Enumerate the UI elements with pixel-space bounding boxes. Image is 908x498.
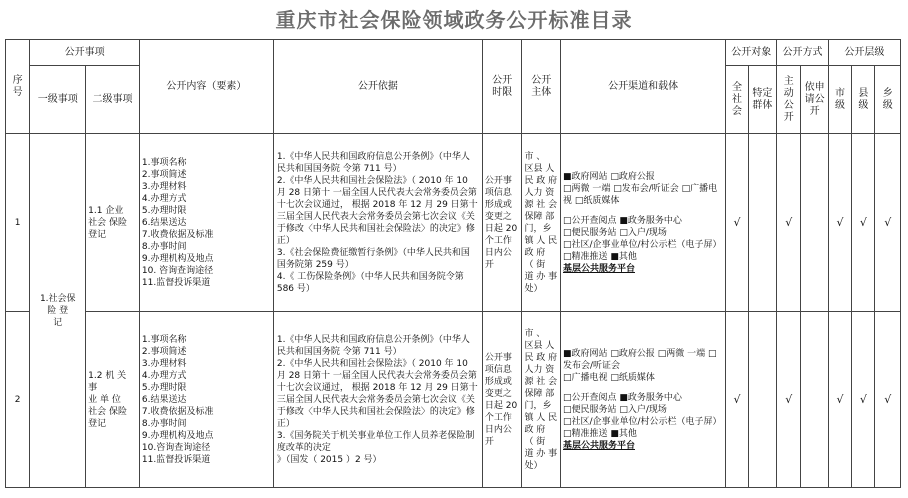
level-city-check: √ [828, 312, 851, 488]
channel-highlight: 基层公共服务平台 [562, 440, 635, 451]
method-request-header: 依申 请公 开 [801, 66, 828, 134]
subject-header: 公开 主体 [522, 40, 561, 134]
method-request-check [801, 134, 828, 312]
channel-line: □便民服务站 □入户/现场 [562, 227, 667, 238]
basis-text: 1.《中华人民共和国政府信息公开条例》（中华人民共和国国务院 令第 711 号） 2.《中华人民共和国社会保险法》（ 2010 年 10 月 28 日第十 一届全国人民代表大会常务委员会第十七次会议通过， 根据 2018 年 12 月 29 日第十三届全国人民代表大会常务委员会第七次会议《关于修改〈中华人民共和国社会保险法〉的决定》修正） 3.《国务院关于机关事业单位工作人员养老保险制度改革的决定 》（国发（ 2015 ）2 号） [273, 312, 482, 488]
level2-header: 二级事项 [86, 66, 140, 134]
channel-line: ■政府网站 □政府公报 [562, 171, 655, 182]
target-all-header: 全 社 会 [726, 66, 748, 134]
channel-line: □公开查阅点 ■政务服务中心 [562, 215, 682, 226]
level-county-check: √ [852, 312, 875, 488]
level-city-header: 市 级 [828, 66, 851, 134]
level2-item: 1.1 企业 社会 保险 登记 [86, 134, 140, 312]
channel-line: □社区/企事业单位/村公示栏（电子屏） □精准推送 ■其他 [562, 416, 722, 439]
level-city-check: √ [828, 134, 851, 312]
content-list: 1.事项名称 2.事项简述 3.办理材料 4.办理方式 5.办理时限 6.结果送达 7.收费依据及标准 8.办事时间 9.办理机构及地点 10.咨询查询途径 11.监督投诉渠道 [139, 312, 273, 488]
page-title: 重庆市社会保险领域政务公开标准目录 [275, 8, 633, 32]
method-active-header: 主 动 公 开 [777, 66, 801, 134]
time-text: 公开事 项信息 形成或 变更之 日起 20 个工作 日内公 开 [482, 312, 522, 488]
channel-line: ■政府网站 □政府公报 □两微 一端 □发布会/听证会 [562, 348, 717, 371]
channel-line: □公开查阅点 ■政务服务中心 [562, 392, 682, 403]
target-all-check: √ [726, 312, 748, 488]
time-text: 公开事 项信息 形成或 变更之 日起 20 个工作 日内公 开 [482, 134, 522, 312]
method-request-check [801, 312, 828, 488]
channel-line: □两微 一端 □发布会/听证会 □广播电视 □纸质媒体 [562, 183, 718, 206]
channel-highlight: 基层公共服务平台 [562, 263, 635, 274]
basis-header: 公开依据 [273, 40, 482, 134]
level-county-header: 县 级 [852, 66, 875, 134]
channel-line: □广播电视 □纸质媒体 [562, 372, 655, 383]
level2-item: 1.2 机 关 事 业 单 位 社会 保险 登记 [86, 312, 140, 488]
level1-item: 1.社会保 险 登 记 [30, 134, 86, 488]
public-item-header: 公开事项 [30, 40, 140, 66]
channel-header: 公开渠道和载体 [560, 40, 725, 134]
table-row [6, 312, 901, 488]
basis-text: 1.《中华人民共和国政府信息公开条例》（中华人民共和国国务院 令第 711 号） 2.《中华人民共和国社会保险法》（ 2010 年 10 月 28 日第十 一届全国人民代表大会常务委员会第十七次会议通过， 根据 2018 年 12 月 29 日第十三届全国人民代表大会常务委员会第七次会议《关于修改〈中华人民共和国社会保险法〉的决定》修正） 3.《社会保险费征缴暂行条例》（中华人民共和国国务院第 259 号） 4.《 工伤保险条例》（中华人民共和国务院令第 586 号） [273, 134, 482, 312]
content-header: 公开内容（要素） [139, 40, 273, 134]
level-town-check: √ [875, 312, 901, 488]
target-specific-check [748, 312, 776, 488]
target-header: 公开对象 [726, 40, 777, 66]
method-active-check: √ [777, 312, 801, 488]
header-row-1 [6, 40, 901, 66]
channel-cell [560, 312, 725, 488]
level-town-check: √ [875, 134, 901, 312]
content-list: 1.事项名称 2.事项简述 3.办理材料 4.办理方式 5.办理时限 6.结果送达 7.收费依据及标准 8.办事时间 9.办理机构及地点 10. 咨询查询途径 11.监督投诉渠道 [139, 134, 273, 312]
channel-cell [560, 134, 725, 312]
subject-text: 市 、 区县 人 民 政 府 人力 资 源 社 会 保障 部 门，乡 镇 人 民 政 府 （ 街 道 办 事 处） [522, 134, 561, 312]
channel-line: □社区/企事业单位/村公示栏（电子屏） □精准推送 ■其他 [562, 239, 722, 262]
level-town-header: 乡 级 [875, 66, 901, 134]
target-all-check: √ [726, 134, 748, 312]
channel-line: □便民服务站 □入户/现场 [562, 404, 667, 415]
method-header: 公开方式 [777, 40, 829, 66]
target-specific-header: 特定 群体 [748, 66, 776, 134]
row-seq: 2 [6, 312, 30, 488]
level1-header: 一级事项 [30, 66, 86, 134]
level-header: 公开层级 [828, 40, 900, 66]
row-seq: 1 [6, 134, 30, 312]
level-county-check: √ [852, 134, 875, 312]
subject-text: 市 、 区县 人 民 政 府 人力 资 源 社 会 保障 部 门，乡 镇 人 民 政 府 （ 街 道 办 事 处） [522, 312, 561, 488]
standard-catalog-table [5, 39, 901, 488]
time-header: 公开 时限 [482, 40, 522, 134]
target-specific-check [748, 134, 776, 312]
table-row [6, 134, 901, 312]
method-active-check: √ [777, 134, 801, 312]
seq-header: 序 号 [6, 40, 30, 134]
